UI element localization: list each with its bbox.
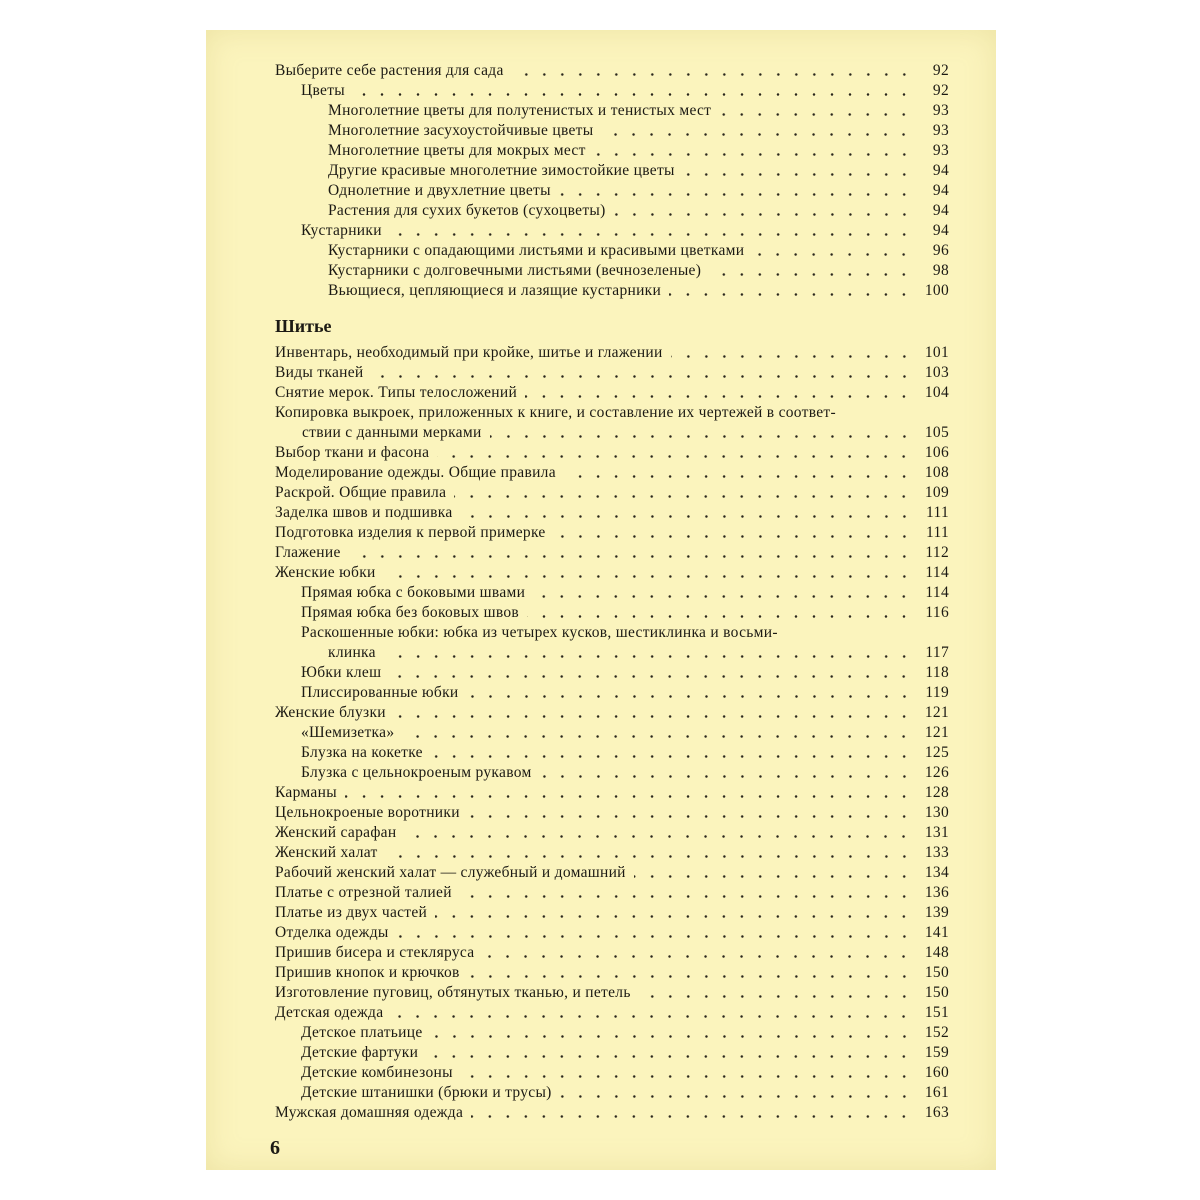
- toc-entry: [275, 483, 949, 503]
- toc-entry: [275, 883, 949, 903]
- toc-page-number: 116: [925, 604, 949, 621]
- toc-page-number: 152: [924, 1024, 949, 1041]
- toc-entry: [275, 923, 949, 943]
- toc-page-number: 139: [924, 904, 949, 921]
- toc-entry: [275, 643, 949, 663]
- toc-entry-title: Однолетние и двухлетние цветы: [328, 182, 551, 199]
- toc-page-number: 160: [924, 1064, 949, 1081]
- dot-leader: [471, 1115, 913, 1118]
- section-heading-sewing: Шитье: [275, 316, 332, 336]
- toc-entry-title: Юбки клеш: [301, 664, 382, 681]
- toc-entry: [275, 983, 949, 1003]
- toc-entry: [275, 201, 949, 221]
- dot-leader: [669, 293, 913, 296]
- toc-entry: [275, 101, 949, 121]
- toc-page-number: 151: [924, 1004, 949, 1021]
- toc-entry-title: Растения для сухих букетов (сухоцветы): [328, 202, 606, 219]
- toc-page-number: 117: [925, 644, 949, 661]
- toc-entry-line: [275, 623, 949, 643]
- dot-leader: [404, 835, 913, 838]
- toc-entry-title: Детская одежда: [275, 1004, 384, 1021]
- table-of-contents: [275, 61, 949, 1123]
- toc-entry-title: Моделирование одежды. Общие правила: [275, 464, 556, 481]
- toc-page-number: 106: [924, 444, 949, 461]
- toc-entry: [275, 583, 949, 603]
- dot-leader: [594, 153, 913, 156]
- toc-entry-line: [275, 403, 949, 423]
- toc-page-number: 161: [924, 1084, 949, 1101]
- toc-entry-title: Выберите себе растения для сада: [275, 62, 504, 79]
- dot-leader: [437, 455, 913, 458]
- toc-page-number: 94: [932, 222, 949, 239]
- toc-entry: [275, 723, 949, 743]
- toc-entry: [275, 423, 949, 443]
- dot-leader: [384, 655, 913, 658]
- toc-page-number: 98: [932, 262, 949, 279]
- toc-entry-title-continued: клинка: [328, 644, 376, 661]
- toc-entry: [275, 523, 949, 543]
- dot-leader: [554, 535, 913, 538]
- toc-entry-title: Раскошенные юбки: юбка из четырех кусков, шестиклинка и восьми-: [301, 624, 778, 641]
- dot-leader: [394, 715, 913, 718]
- dot-leader: [719, 113, 913, 116]
- toc-page-number: 93: [932, 142, 949, 159]
- dot-leader: [525, 395, 913, 398]
- toc-page-number: 100: [924, 282, 949, 299]
- dot-leader: [402, 735, 913, 738]
- toc-page-number: 148: [924, 944, 949, 961]
- toc-entry: [275, 121, 949, 141]
- dot-leader: [564, 475, 913, 478]
- dot-leader: [353, 93, 913, 96]
- toc-entry: [275, 81, 949, 101]
- toc-entry-title: Женский халат: [275, 844, 378, 861]
- toc-page-number: 103: [924, 364, 949, 381]
- toc-entry: [275, 843, 949, 863]
- toc-entry: [275, 823, 949, 843]
- toc-entry-title: Кустарники: [301, 222, 382, 239]
- dot-leader: [431, 1035, 913, 1038]
- toc-page-number: 92: [932, 62, 949, 79]
- dot-leader: [467, 695, 913, 698]
- toc-entry-title: Виды тканей: [275, 364, 364, 381]
- toc-entry-title: Раскрой. Общие правила: [275, 484, 447, 501]
- dot-leader: [389, 675, 913, 678]
- dot-leader: [390, 233, 913, 236]
- dot-leader: [490, 435, 913, 438]
- dot-leader: [386, 855, 913, 858]
- dot-leader: [391, 1015, 913, 1018]
- dot-leader: [639, 995, 913, 998]
- toc-page-number: 133: [924, 844, 949, 861]
- toc-page-number: 93: [932, 102, 949, 119]
- toc-page-number: 126: [924, 764, 949, 781]
- toc-entry-title: Изготовление пуговиц, обтянутых тканью, и петель: [275, 984, 631, 1001]
- dot-leader: [372, 375, 913, 378]
- toc-entry-title: Многолетние засухоустойчивые цветы: [328, 122, 594, 139]
- dot-leader: [384, 575, 913, 578]
- toc-page-number: 111: [926, 524, 949, 541]
- toc-entry: [275, 543, 949, 563]
- toc-page-number: 118: [925, 664, 949, 681]
- toc-entry: [275, 463, 949, 483]
- toc-page-number: 141: [924, 924, 949, 941]
- toc-page-number: 150: [924, 984, 949, 1001]
- dot-leader: [454, 495, 913, 498]
- toc-entry: [275, 281, 949, 301]
- toc-entry: [275, 603, 949, 623]
- toc-entry-title: Снятие мерок. Типы телосложений: [275, 384, 518, 401]
- toc-entry: [275, 763, 949, 783]
- toc-page-number: 121: [924, 704, 949, 721]
- toc-entry-title: Отделка одежды: [275, 924, 389, 941]
- toc-entry-title: Женский сарафан: [275, 824, 397, 841]
- toc-entry-title: Пришив кнопок и крючков: [275, 964, 460, 981]
- toc-page-number: 159: [924, 1044, 949, 1061]
- toc-entry-title: Женские блузки: [275, 704, 386, 721]
- toc-page-number: 94: [932, 162, 949, 179]
- toc-page-number: 94: [932, 202, 949, 219]
- toc-entry: [275, 963, 949, 983]
- toc-entry-title: Мужская домашняя одежда: [275, 1104, 464, 1121]
- dot-leader: [527, 615, 913, 618]
- toc-entry: [275, 221, 949, 241]
- toc-entry-title: Заделка швов и подшивка: [275, 504, 453, 521]
- toc-page-number: 104: [924, 384, 949, 401]
- dot-leader: [435, 915, 913, 918]
- toc-entry-title: Цельнокроеные воротники: [275, 804, 460, 821]
- toc-entry-title: Платье с отрезной талией: [275, 884, 452, 901]
- dot-leader: [512, 73, 913, 76]
- toc-entry-title-continued: ствии с данными мерками: [302, 424, 482, 441]
- toc-entry-title: Прямая юбка с боковыми швами: [301, 584, 526, 601]
- toc-entry-title: Блузка на кокетке: [301, 744, 423, 761]
- toc-entry: [275, 943, 949, 963]
- toc-entry: [275, 903, 949, 923]
- toc-entry: [275, 141, 949, 161]
- toc-entry: [275, 443, 949, 463]
- toc-page-number: 121: [924, 724, 949, 741]
- dot-leader: [634, 875, 913, 878]
- toc-entry: [275, 863, 949, 883]
- toc-entry-title: Подготовка изделия к первой примерке: [275, 524, 546, 541]
- toc-page-number: 125: [924, 744, 949, 761]
- toc-entry: [275, 343, 949, 363]
- toc-page-number: 163: [924, 1104, 949, 1121]
- toc-page-number: 94: [932, 182, 949, 199]
- toc-page-number: 92: [932, 82, 949, 99]
- toc-entry: [275, 1063, 949, 1083]
- toc-entry-title: Кустарники с опадающими листьями и красивыми цветками: [328, 242, 745, 259]
- toc-entry-title: Женские юбки: [275, 564, 376, 581]
- toc-entry: [275, 743, 949, 763]
- toc-entry: [275, 161, 949, 181]
- toc-entry-title: Детское платьице: [301, 1024, 423, 1041]
- toc-entry: [275, 703, 949, 723]
- dot-leader: [468, 815, 913, 818]
- toc-entry-title: Глажение: [275, 544, 341, 561]
- toc-page-number: 112: [925, 544, 949, 561]
- dot-leader: [601, 133, 913, 136]
- toc-entry-title: Платье из двух частей: [275, 904, 428, 921]
- sewing-section-list: [275, 343, 949, 1123]
- toc-page-number: 114: [925, 584, 949, 601]
- toc-entry-title: Выбор ткани и фасона: [275, 444, 430, 461]
- toc-entry-title: Карманы: [275, 784, 337, 801]
- toc-page-number: 93: [932, 122, 949, 139]
- toc-entry-title: Цветы: [301, 82, 345, 99]
- toc-page-number: 128: [924, 784, 949, 801]
- toc-page-number: 119: [925, 684, 949, 701]
- toc-page-number: 108: [924, 464, 949, 481]
- dot-leader: [752, 253, 913, 256]
- dot-leader: [461, 1075, 913, 1078]
- dot-leader: [460, 895, 913, 898]
- dot-leader: [560, 1095, 913, 1098]
- toc-entry: [275, 1043, 949, 1063]
- toc-page-number: 114: [925, 564, 949, 581]
- toc-entry: [275, 241, 949, 261]
- toc-entry-title: Пришив бисера и стекляруса: [275, 944, 475, 961]
- toc-entry-title: Детские фартуки: [301, 1044, 419, 1061]
- dot-leader: [482, 955, 913, 958]
- dot-leader: [345, 795, 913, 798]
- dot-leader: [426, 1055, 913, 1058]
- toc-page-number: 134: [924, 864, 949, 881]
- toc-page-number: 131: [924, 824, 949, 841]
- toc-entry: [275, 363, 949, 383]
- toc-entry-title: Рабочий женский халат — служебный и домашний: [275, 864, 626, 881]
- toc-page-number: 109: [924, 484, 949, 501]
- dot-leader: [397, 935, 913, 938]
- toc-page-number: 101: [924, 344, 949, 361]
- dot-leader: [533, 595, 913, 598]
- toc-entry: [275, 1083, 949, 1103]
- toc-entry-title: Кустарники с долговечными листьями (вечнозеленые): [328, 262, 702, 279]
- toc-entry-title: Плиссированные юбки: [301, 684, 459, 701]
- toc-entry: [275, 803, 949, 823]
- toc-entry-title: Детские штанишки (брюки и трусы): [301, 1084, 552, 1101]
- page-number: 6: [270, 1137, 280, 1159]
- toc-entry-title: Детские комбинезоны: [301, 1064, 453, 1081]
- toc-entry-title: Прямая юбка без боковых швов: [301, 604, 520, 621]
- dot-leader: [671, 355, 913, 358]
- dot-leader: [709, 273, 913, 276]
- toc-entry-title: Многолетние цветы для полутенистых и тенистых мест: [328, 102, 712, 119]
- dot-leader: [614, 213, 913, 216]
- toc-entry-title: Другие красивые многолетние зимостойкие цветы: [328, 162, 675, 179]
- toc-entry: [275, 181, 949, 201]
- toc-entry: [275, 683, 949, 703]
- toc-entry: [275, 563, 949, 583]
- toc-page-number: 150: [924, 964, 949, 981]
- dot-leader: [461, 515, 913, 518]
- toc-entry: [275, 61, 949, 81]
- toc-entry: [275, 383, 949, 403]
- toc-page-number: 105: [924, 424, 949, 441]
- toc-entry: [275, 1023, 949, 1043]
- garden-section-list: [275, 61, 949, 301]
- toc-entry-title: «Шемизетка»: [301, 724, 395, 741]
- toc-page-number: 130: [924, 804, 949, 821]
- dot-leader: [683, 173, 913, 176]
- toc-entry-title: Копировка выкроек, приложенных к книге, и составление их чертежей в соответ-: [275, 404, 836, 421]
- toc-entry-title: Вьющиеся, цепляющиеся и лазящие кустарники: [328, 282, 662, 299]
- toc-entry: [275, 1003, 949, 1023]
- dot-leader: [468, 975, 913, 978]
- dot-leader: [349, 555, 913, 558]
- toc-entry: [275, 1103, 949, 1123]
- toc-entry: [275, 663, 949, 683]
- toc-entry: [275, 783, 949, 803]
- toc-page-number: 96: [932, 242, 949, 259]
- dot-leader: [559, 193, 913, 196]
- toc-page-number: 111: [926, 504, 949, 521]
- toc-entry-title: Блузка с цельнокроеным рукавом: [301, 764, 532, 781]
- toc-entry: [275, 503, 949, 523]
- toc-page-number: 136: [924, 884, 949, 901]
- dot-leader: [431, 755, 913, 758]
- toc-entry-title: Инвентарь, необходимый при кройке, шитье и глажении: [275, 344, 663, 361]
- toc-entry-title: Многолетние цветы для мокрых мест: [328, 142, 586, 159]
- toc-entry: [275, 261, 949, 281]
- dot-leader: [540, 775, 913, 778]
